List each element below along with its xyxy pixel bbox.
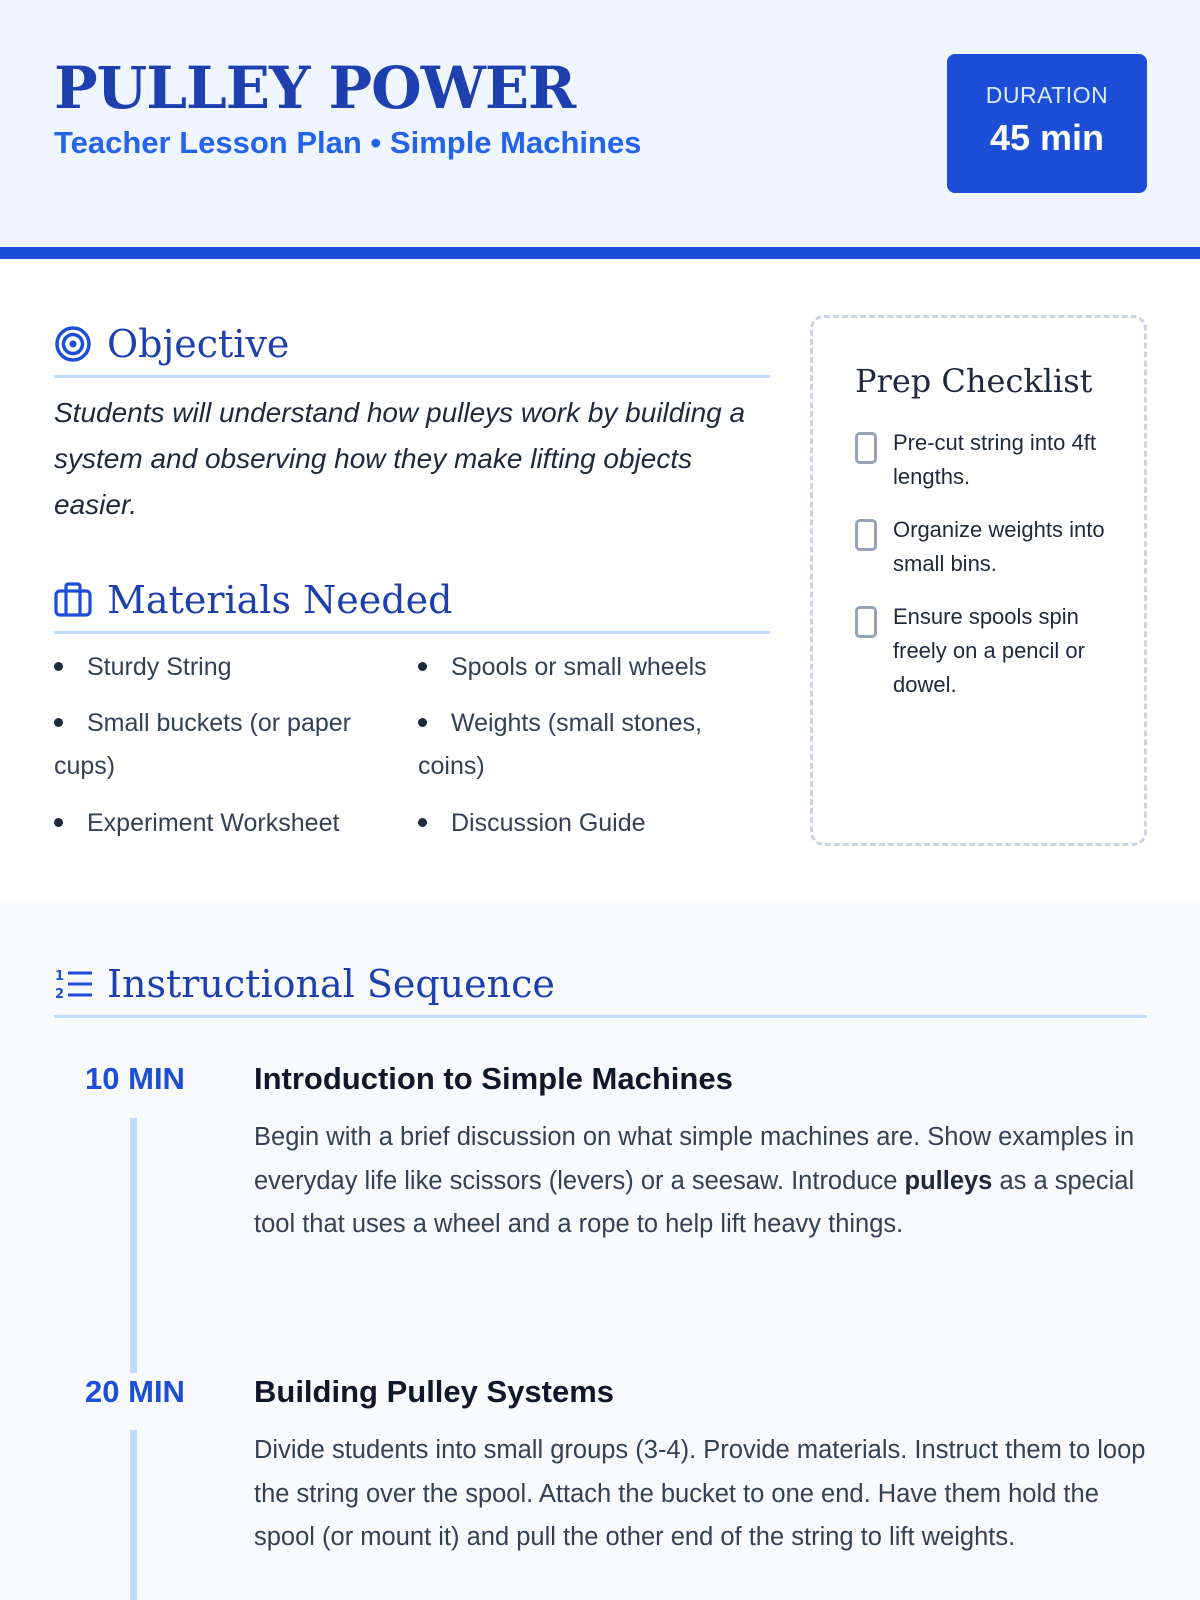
bullet [54,662,63,671]
prep-checklist-title: Prep Checklist [855,362,1093,400]
list-item: Discussion Guide [418,802,763,845]
svg-text:2: 2 [55,987,65,1002]
bullet [418,718,427,727]
step-description: Divide students into small groups (3-4). Provide materials. Instruct them to loop the string over the spool. Attach the bucket to one end. Have them hold the spool (or mount it) and pull the other end of the string to lift weights. [254,1436,1146,1551]
sequence-heading [54,954,1147,1018]
list-item: Spools or small wheels [418,646,763,689]
svg-text:1: 1 [55,969,65,984]
header-divider [0,247,1200,259]
step-description: Begin with a brief discussion on what simple machines are. Show examples in everyday life like scissors (levers) or a seesaw. Introduce pulleys as a special tool that uses a wheel and a rope to help lift heavy things. [254,1123,1135,1238]
step-time: 20 MIN [85,1374,185,1409]
page-subtitle: Teacher Lesson Plan • Simple Machines [54,125,642,160]
target-icon [54,324,94,364]
sequence-heading-text: Instructional Sequence [107,962,555,1006]
page-title: PULLEY POWER [54,54,576,122]
list-item: Weights (small stones, coins) [418,709,703,780]
toolbox-icon [54,580,94,620]
materials-heading [54,570,770,634]
checklist-item-label: Pre-cut string into 4ft lengths. [893,430,1096,489]
duration-badge [947,54,1147,193]
step-time: 10 MIN [85,1061,185,1096]
duration-label: DURATION [985,82,1109,108]
checklist-item-label: Organize weights into small bins. [893,517,1105,576]
timeline-line [130,1430,137,1600]
timeline-line [130,1118,137,1373]
objective-heading-text: Objective [107,322,290,366]
checkbox[interactable] [855,519,877,551]
bullet [54,818,63,827]
checkbox[interactable] [855,432,877,464]
objective-text: Students will understand how pulleys work by building a system and observing how they make lifting objects easier. [54,397,746,520]
bullet [418,662,427,671]
step-title: Building Pulley Systems [254,1374,615,1409]
page-header [0,0,1200,247]
prep-checklist [810,315,1147,846]
list-item: Experiment Worksheet [54,802,399,845]
materials-heading-text: Materials Needed [107,578,453,622]
list-item: Small buckets (or paper cups) [54,709,352,780]
checklist-item-label: Ensure spools spin freely on a pencil or dowel. [893,604,1085,697]
step-title: Introduction to Simple Machines [254,1061,733,1096]
bullet [418,818,427,827]
objective-heading [54,314,770,378]
checkbox[interactable] [855,606,877,638]
numbered-list-icon [54,964,94,1004]
bullet [54,718,63,727]
duration-value: 45 min [989,117,1105,158]
list-item: Sturdy String [54,646,399,689]
